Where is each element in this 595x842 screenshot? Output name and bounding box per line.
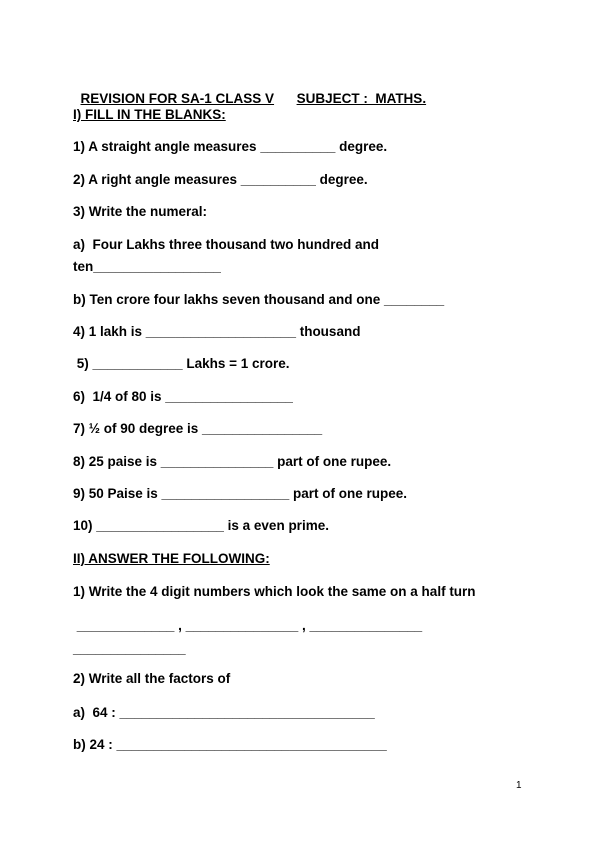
section-answer-title: II) ANSWER THE FOLLOWING:	[73, 551, 270, 566]
page-number: 1	[516, 780, 522, 791]
question-9: 9) 50 Paise is _________________ part of one rupee.	[73, 486, 407, 501]
answer-question-2: 2) Write all the factors of	[73, 671, 231, 686]
question-10: 10) _________________ is a even prime.	[73, 518, 329, 533]
question-1: 1) A straight angle measures __________ degree.	[73, 139, 388, 154]
question-3b: b) Ten crore four lakhs seven thousand and one ________	[73, 292, 445, 307]
header-subject: SUBJECT : MATHS.	[296, 91, 427, 106]
answer-question-1-blanks: _____________ , _______________ , _______________	[73, 618, 423, 633]
header-gap	[274, 91, 297, 106]
answer-question-2b: b) 24 : ____________________________________	[73, 737, 387, 752]
question-3a-line1: a) Four Lakhs three thousand two hundred and	[73, 237, 380, 252]
question-7: 7) ½ of 90 degree is ________________	[73, 421, 323, 436]
header-class-title: REVISION FOR SA-1 CLASS V	[80, 91, 275, 106]
answer-question-2a: a) 64 : __________________________________	[73, 705, 375, 720]
question-3: 3) Write the numeral:	[73, 204, 208, 219]
section-fill-blanks-title: I) FILL IN THE BLANKS:	[73, 107, 226, 122]
question-3a-line2: ten_________________	[73, 259, 221, 274]
question-6: 6) 1/4 of 80 is _________________	[73, 389, 293, 404]
answer-question-1-blanks-2: _______________	[73, 641, 186, 656]
question-5: 5) ____________ Lakhs = 1 crore.	[73, 356, 290, 371]
question-4: 4) 1 lakh is ____________________ thousand	[73, 324, 361, 339]
answer-question-1: 1) Write the 4 digit numbers which look the same on a half turn	[73, 584, 476, 599]
question-2: 2) A right angle measures __________ degree.	[73, 172, 368, 187]
question-8: 8) 25 paise is _______________ part of one rupee.	[73, 454, 392, 469]
worksheet-header	[73, 75, 426, 107]
